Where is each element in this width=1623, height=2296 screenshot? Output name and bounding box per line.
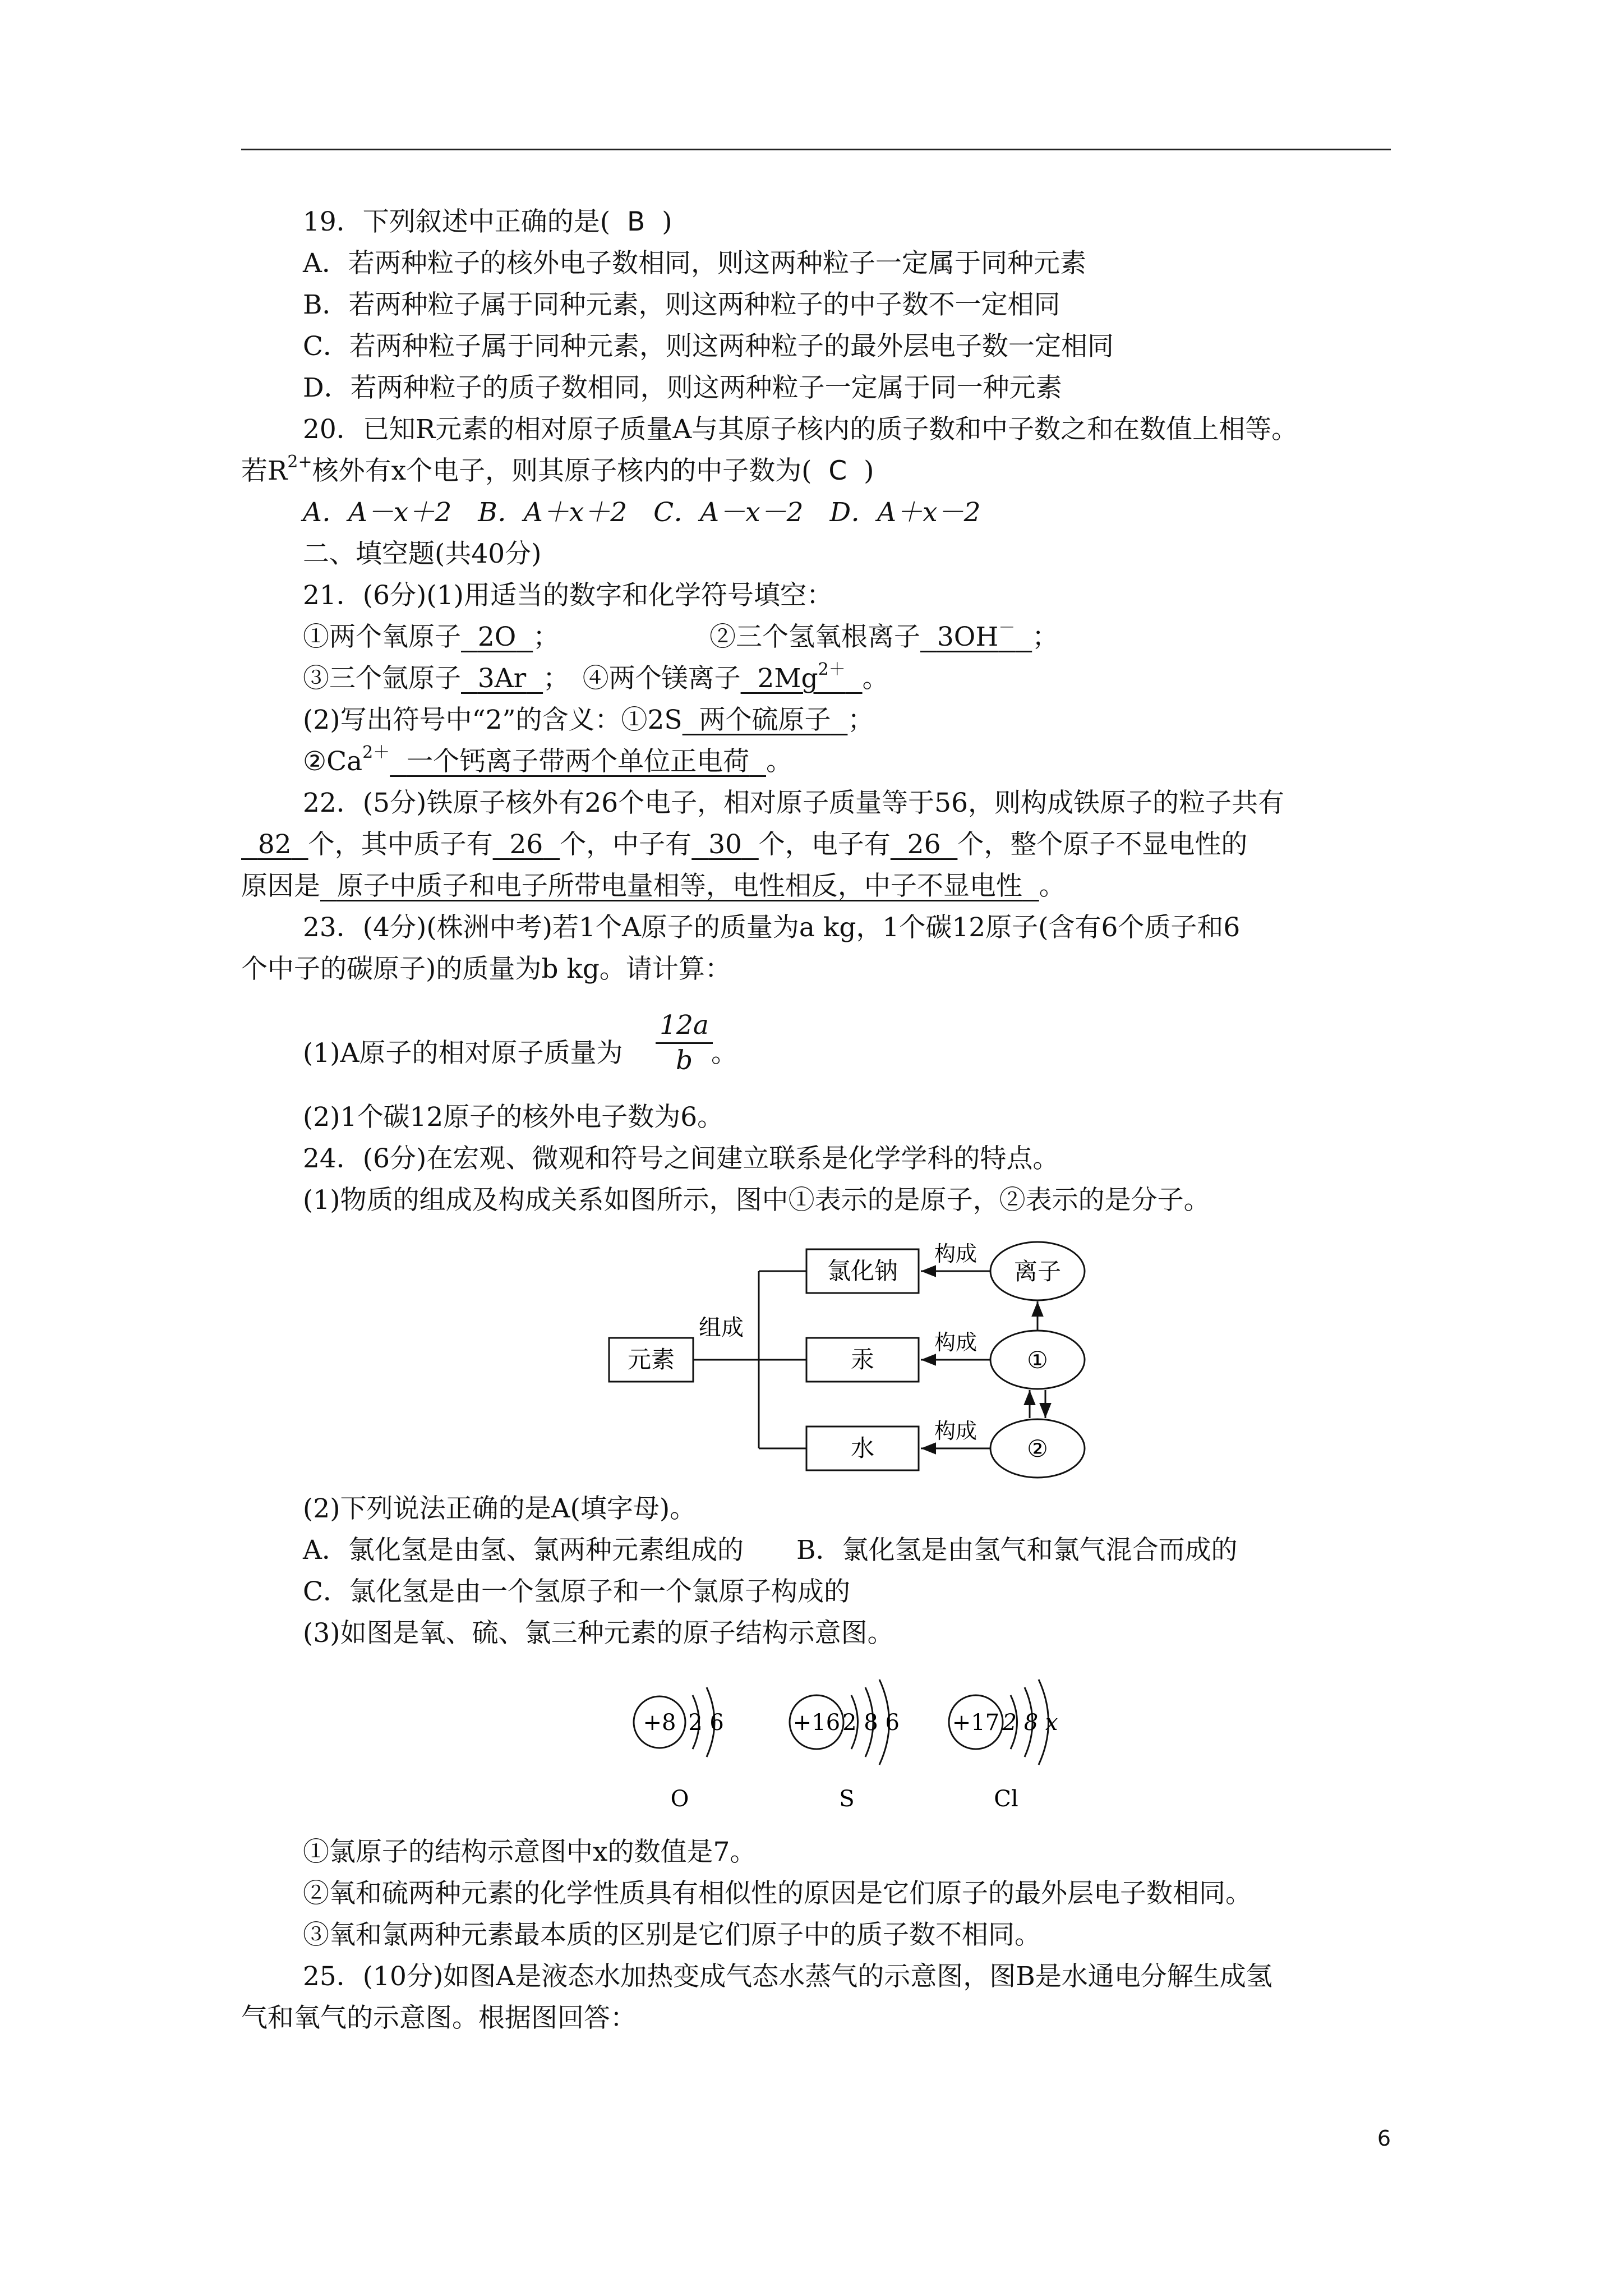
sulfur-shells: 2 8 6: [842, 1710, 900, 1736]
chlorine-nucleus: +17: [952, 1710, 1000, 1736]
q23-fraction: [653, 1010, 715, 1076]
q23-line3-end: 。: [711, 1038, 737, 1069]
chlorine-symbol: Cl: [994, 1786, 1018, 1812]
constitute-label-3: 构成: [934, 1419, 978, 1443]
q21-answer-5: 两个硫原子: [699, 705, 831, 735]
q20-answer: C: [828, 455, 847, 486]
oxygen-symbol: O: [670, 1786, 689, 1812]
q19-option-d: D．若两种粒子的质子数相同，则这两种粒子一定属于同一种元素: [303, 372, 1062, 403]
atom-chlorine: [949, 1680, 1058, 1812]
q21-answer-1: 2O: [477, 622, 517, 652]
q22-line3: 原因是 原子中质子和电子所带电量相等，电性相反，中子不显电性 。: [241, 871, 1066, 901]
substance-hg: 汞: [850, 1346, 875, 1373]
q22-answer-2: 26: [509, 829, 543, 860]
q19-stem: 19．下列叙述中正确的是( B ): [303, 206, 672, 237]
q22-answer-1: 82: [257, 829, 292, 860]
q23-line3: (1)A原子的相对原子质量为: [303, 1038, 623, 1069]
q19-option-b: B．若两种粒子属于同种元素，则这两种粒子的中子数不一定相同: [303, 289, 1061, 320]
q22-answer-4: 26: [907, 829, 941, 860]
q19-option-c: C．若两种粒子属于同种元素，则这两种粒子的最外层电子数一定相同: [303, 331, 1114, 362]
particle-1-label: ①: [1027, 1346, 1048, 1374]
q19-answer: B: [627, 206, 645, 237]
q22-answer-3: 30: [708, 829, 742, 860]
section-title: 二、填空题(共40分): [303, 539, 542, 569]
constitute-label-2: 构成: [934, 1330, 978, 1355]
q21-answer-3: 3Ar: [477, 663, 527, 694]
q23-fraction-denominator: b: [675, 1045, 693, 1076]
q22-answer-5: 原子中质子和电子所带电量相等，电性相反，中子不显电性: [336, 871, 1022, 901]
atom-sulfur: [790, 1680, 900, 1812]
q23-line2: 个中子的碳原子)的质量为b kg。请计算：: [241, 954, 731, 984]
header-rule: [241, 149, 1391, 150]
q24-line8: ②氧和硫两种元素的化学性质具有相似性的原因是它们原子的最外层电子数相同。: [303, 1878, 1252, 1909]
q24-line2: (1)物质的组成及构成关系如图所示，图中①表示的是原子，②表示的是分子。: [303, 1185, 1210, 1216]
q20-line1: 20．已知R元素的相对原子质量A与其原子核内的质子数和中子数之和在数值上相等。: [303, 414, 1298, 445]
sulfur-symbol: S: [839, 1786, 855, 1812]
q24-line5: C．氯化氢是由一个氢原子和一个氯原子构成的: [303, 1576, 850, 1607]
q25-line2: 气和氧气的示意图。根据图回答：: [241, 2003, 637, 2033]
atom-oxygen: [634, 1687, 724, 1812]
atom-structure-diagrams: [623, 1660, 1099, 1818]
constitute-label-1: 构成: [934, 1241, 978, 1266]
q21-line2b: ②三个氢氧根离子 3OH－ ；: [709, 618, 1059, 652]
element-label: 元素: [627, 1346, 675, 1373]
q21-line2a: ①两个氧原子 2O ；: [303, 622, 560, 652]
page-number: 6: [1377, 2126, 1391, 2151]
substance-nacl: 氯化钠: [827, 1257, 898, 1285]
substance-water: 水: [850, 1434, 875, 1462]
q24-line7: ①氯原子的结构示意图中x的数值是7。: [303, 1837, 757, 1867]
oxygen-shells: 2 6: [688, 1710, 724, 1736]
q20-line2: 若$R^{2+}$核外有x个电子，则其原子核内的中子数为( C ): [241, 452, 874, 486]
q23-line1: 23．(4分)(株洲中考)若1个A原子的质量为a kg，1个碳12原子(含有6个质子和6: [303, 912, 1241, 943]
q20-options: A．A－x＋2 B．A＋x＋2 C．A－x－2 D．A＋x－2: [303, 497, 981, 528]
q21-line4: (2)写出符号中“2”的含义：①2S 两个硫原子 ；: [303, 705, 874, 735]
q22-line2: 82 个，其中质子有 26 个，中子有 30 个，电子有 26 个，整个原子不显电性的: [257, 829, 1248, 860]
q24-line3: (2)下列说法正确的是A(填字母)。: [303, 1493, 697, 1524]
q23-line4: (2)1个碳12原子的核外电子数为6。: [303, 1102, 724, 1133]
q22-line1: 22．(5分)铁原子核外有26个电子，相对原子质量等于56，则构成铁原子的粒子共有: [303, 788, 1284, 818]
compose-label: 组成: [699, 1315, 744, 1341]
q23-fraction-numerator: 12a: [660, 1010, 709, 1041]
q21-answer-2: 3OH: [937, 622, 999, 652]
particle-ion-label: 离子: [1013, 1258, 1062, 1285]
particle-2-label: ②: [1027, 1435, 1048, 1462]
q25-line1: 25．(10分)如图A是液态水加热变成气态水蒸气的示意图，图B是水通电分解生成氢: [303, 1961, 1272, 1992]
oxygen-nucleus: +8: [643, 1710, 676, 1736]
q24-line4: A．氯化氢是由氢、氯两种元素组成的 B．氯化氢是由氢气和氯气混合而成的: [303, 1535, 1238, 1566]
q19-option-a: A．若两种粒子的核外电子数相同，则这两种粒子一定属于同种元素: [303, 248, 1086, 279]
q21-line1: 21．(6分)(1)用适当的数字和化学符号填空：: [303, 580, 833, 611]
q24-line6: (3)如图是氧、硫、氯三种元素的原子结构示意图。: [303, 1618, 894, 1649]
q21-line5: $②Ca^{2+}$ 一个钙离子带两个单位正电荷 。: [303, 743, 792, 777]
q21-answer-6: 一个钙离子带两个单位正电荷: [407, 746, 750, 777]
sulfur-nucleus: +16: [792, 1710, 841, 1736]
q24-line1: 24．(6分)在宏观、微观和符号之间建立联系是化学学科的特点。: [303, 1143, 1059, 1174]
q21-answer-4: 2Mg: [757, 663, 818, 694]
chlorine-shells: 2 8 x: [1002, 1710, 1058, 1736]
q21-line3: ③三个氩原子 3Ar ； ④两个镁离子 $2Mg^{2+}$ 。: [303, 660, 889, 694]
composition-diagram: [600, 1234, 1105, 1492]
q24-line9: ③氧和氯两种元素最本质的区别是它们原子中的质子数不相同。: [303, 1920, 1041, 1950]
